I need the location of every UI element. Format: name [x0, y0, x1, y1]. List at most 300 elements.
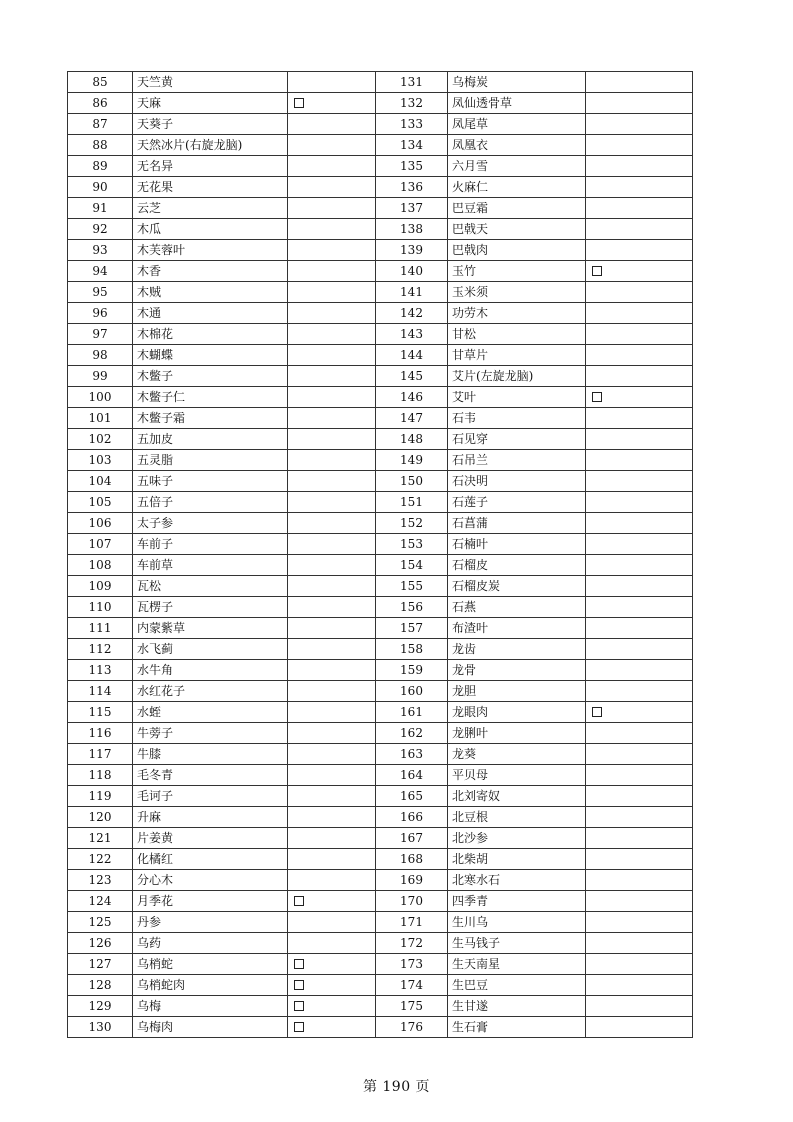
mark-cell	[586, 618, 693, 639]
item-number-cell: 125	[68, 912, 133, 933]
table-row	[68, 429, 693, 450]
checkbox-square-icon	[294, 896, 304, 906]
item-number-cell: 131	[376, 72, 448, 93]
herb-name-cell: 木芙蓉叶	[133, 240, 288, 261]
item-number-cell: 90	[68, 177, 133, 198]
item-number-cell: 155	[376, 576, 448, 597]
item-number-cell: 120	[68, 807, 133, 828]
herb-name-cell: 五加皮	[133, 429, 288, 450]
herb-name-cell: 木棉花	[133, 324, 288, 345]
item-number-cell: 152	[376, 513, 448, 534]
herb-name-cell: 生石膏	[448, 1017, 586, 1038]
mark-cell	[288, 408, 376, 429]
item-number-cell: 122	[68, 849, 133, 870]
mark-cell	[586, 639, 693, 660]
mark-cell	[586, 576, 693, 597]
item-number-cell: 173	[376, 954, 448, 975]
mark-cell	[586, 366, 693, 387]
herb-name-cell: 水红花子	[133, 681, 288, 702]
item-number-cell: 86	[68, 93, 133, 114]
herb-name-cell: 乌梢蛇	[133, 954, 288, 975]
mark-cell	[586, 954, 693, 975]
table-row	[68, 765, 693, 786]
table-row	[68, 282, 693, 303]
herb-name-cell: 木香	[133, 261, 288, 282]
mark-cell	[586, 681, 693, 702]
item-number-cell: 169	[376, 870, 448, 891]
table-row	[68, 618, 693, 639]
herb-name-cell: 龙胆	[448, 681, 586, 702]
mark-cell	[586, 387, 693, 408]
mark-cell	[288, 345, 376, 366]
herb-name-cell: 艾片(左旋龙脑)	[448, 366, 586, 387]
mark-cell	[586, 828, 693, 849]
table-row	[68, 408, 693, 429]
checkbox-square-icon	[294, 1022, 304, 1032]
herb-name-cell: 木瓜	[133, 219, 288, 240]
herb-list-body	[68, 72, 693, 1038]
item-number-cell: 160	[376, 681, 448, 702]
item-number-cell: 151	[376, 492, 448, 513]
herb-name-cell: 火麻仁	[448, 177, 586, 198]
item-number-cell: 139	[376, 240, 448, 261]
table-row	[68, 891, 693, 912]
mark-cell	[586, 555, 693, 576]
table-row	[68, 849, 693, 870]
item-number-cell: 162	[376, 723, 448, 744]
mark-cell	[586, 744, 693, 765]
table-row	[68, 240, 693, 261]
mark-cell	[586, 303, 693, 324]
item-number-cell: 136	[376, 177, 448, 198]
mark-cell	[586, 597, 693, 618]
herb-name-cell: 片姜黄	[133, 828, 288, 849]
mark-cell	[586, 471, 693, 492]
item-number-cell: 96	[68, 303, 133, 324]
table-row	[68, 114, 693, 135]
mark-cell	[586, 345, 693, 366]
herb-name-cell: 月季花	[133, 891, 288, 912]
herb-name-cell: 布渣叶	[448, 618, 586, 639]
mark-cell	[288, 156, 376, 177]
herb-name-cell: 石韦	[448, 408, 586, 429]
table-row	[68, 345, 693, 366]
table-row	[68, 555, 693, 576]
herb-name-cell: 无名异	[133, 156, 288, 177]
table-row	[68, 135, 693, 156]
mark-cell	[288, 513, 376, 534]
mark-cell	[288, 177, 376, 198]
item-number-cell: 111	[68, 618, 133, 639]
herb-name-cell: 太子参	[133, 513, 288, 534]
item-number-cell: 135	[376, 156, 448, 177]
mark-cell	[288, 723, 376, 744]
herb-name-cell: 云芝	[133, 198, 288, 219]
herb-name-cell: 水牛角	[133, 660, 288, 681]
mark-cell	[288, 219, 376, 240]
mark-cell	[288, 870, 376, 891]
item-number-cell: 134	[376, 135, 448, 156]
item-number-cell: 121	[68, 828, 133, 849]
herb-name-cell: 毛冬青	[133, 765, 288, 786]
item-number-cell: 163	[376, 744, 448, 765]
herb-name-cell: 木贼	[133, 282, 288, 303]
herb-name-cell: 石楠叶	[448, 534, 586, 555]
mark-cell	[586, 93, 693, 114]
table-row	[68, 933, 693, 954]
checkbox-square-icon	[592, 707, 602, 717]
table-row	[68, 261, 693, 282]
mark-cell	[288, 744, 376, 765]
mark-cell	[586, 891, 693, 912]
mark-cell	[586, 723, 693, 744]
mark-cell	[288, 534, 376, 555]
herb-name-cell: 石榴皮炭	[448, 576, 586, 597]
mark-cell	[288, 135, 376, 156]
item-number-cell: 159	[376, 660, 448, 681]
item-number-cell: 114	[68, 681, 133, 702]
item-number-cell: 123	[68, 870, 133, 891]
item-number-cell: 108	[68, 555, 133, 576]
mark-cell	[288, 366, 376, 387]
item-number-cell: 94	[68, 261, 133, 282]
item-number-cell: 109	[68, 576, 133, 597]
herb-name-cell: 凤仙透骨草	[448, 93, 586, 114]
herb-name-cell: 北柴胡	[448, 849, 586, 870]
mark-cell	[586, 450, 693, 471]
item-number-cell: 174	[376, 975, 448, 996]
mark-cell	[288, 1017, 376, 1038]
herb-name-cell: 龙骨	[448, 660, 586, 681]
herb-name-cell: 功劳木	[448, 303, 586, 324]
item-number-cell: 113	[68, 660, 133, 681]
item-number-cell: 148	[376, 429, 448, 450]
item-number-cell: 129	[68, 996, 133, 1017]
herb-name-cell: 石燕	[448, 597, 586, 618]
table-row	[68, 366, 693, 387]
table-row	[68, 744, 693, 765]
item-number-cell: 150	[376, 471, 448, 492]
herb-name-cell: 天然冰片(右旋龙脑)	[133, 135, 288, 156]
mark-cell	[586, 135, 693, 156]
item-number-cell: 119	[68, 786, 133, 807]
herb-name-cell: 生天南星	[448, 954, 586, 975]
herb-name-cell: 北寒水石	[448, 870, 586, 891]
mark-cell	[288, 681, 376, 702]
mark-cell	[288, 492, 376, 513]
checkbox-square-icon	[294, 959, 304, 969]
item-number-cell: 165	[376, 786, 448, 807]
herb-name-cell: 龙眼肉	[448, 702, 586, 723]
herb-name-cell: 甘草片	[448, 345, 586, 366]
item-number-cell: 118	[68, 765, 133, 786]
mark-cell	[586, 702, 693, 723]
mark-cell	[288, 471, 376, 492]
herb-name-cell: 石决明	[448, 471, 586, 492]
mark-cell	[288, 912, 376, 933]
table-row	[68, 576, 693, 597]
item-number-cell: 95	[68, 282, 133, 303]
item-number-cell: 102	[68, 429, 133, 450]
herb-name-cell: 木鳖子霜	[133, 408, 288, 429]
mark-cell	[288, 261, 376, 282]
mark-cell	[586, 408, 693, 429]
mark-cell	[288, 324, 376, 345]
item-number-cell: 147	[376, 408, 448, 429]
herb-name-cell: 木鳖子仁	[133, 387, 288, 408]
table-row	[68, 870, 693, 891]
mark-cell	[288, 786, 376, 807]
item-number-cell: 142	[376, 303, 448, 324]
checkbox-square-icon	[294, 1001, 304, 1011]
mark-cell	[288, 849, 376, 870]
herb-name-cell: 生巴豆	[448, 975, 586, 996]
herb-name-cell: 牛蒡子	[133, 723, 288, 744]
item-number-cell: 87	[68, 114, 133, 135]
herb-name-cell: 巴戟肉	[448, 240, 586, 261]
item-number-cell: 128	[68, 975, 133, 996]
herb-name-cell: 车前草	[133, 555, 288, 576]
herb-name-cell: 车前子	[133, 534, 288, 555]
mark-cell	[586, 870, 693, 891]
table-row	[68, 1017, 693, 1038]
mark-cell	[288, 891, 376, 912]
item-number-cell: 89	[68, 156, 133, 177]
item-number-cell: 154	[376, 555, 448, 576]
herb-name-cell: 天竺黄	[133, 72, 288, 93]
herb-name-cell: 平贝母	[448, 765, 586, 786]
herb-name-cell: 甘松	[448, 324, 586, 345]
item-number-cell: 172	[376, 933, 448, 954]
mark-cell	[288, 954, 376, 975]
herb-name-cell: 艾叶	[448, 387, 586, 408]
item-number-cell: 175	[376, 996, 448, 1017]
table-row	[68, 975, 693, 996]
herb-name-cell: 水飞蓟	[133, 639, 288, 660]
table-row	[68, 912, 693, 933]
item-number-cell: 140	[376, 261, 448, 282]
table-row	[68, 513, 693, 534]
table-row	[68, 492, 693, 513]
item-number-cell: 115	[68, 702, 133, 723]
herb-name-cell: 瓦楞子	[133, 597, 288, 618]
herb-name-cell: 生川乌	[448, 912, 586, 933]
herb-name-cell: 五倍子	[133, 492, 288, 513]
mark-cell	[288, 555, 376, 576]
table-row	[68, 324, 693, 345]
mark-cell	[586, 1017, 693, 1038]
herb-list-table	[67, 71, 693, 1038]
checkbox-square-icon	[592, 392, 602, 402]
table-row	[68, 639, 693, 660]
mark-cell	[586, 660, 693, 681]
herb-name-cell: 水蛭	[133, 702, 288, 723]
herb-name-cell: 石莲子	[448, 492, 586, 513]
table-row	[68, 681, 693, 702]
mark-cell	[586, 975, 693, 996]
item-number-cell: 166	[376, 807, 448, 828]
item-number-cell: 176	[376, 1017, 448, 1038]
herb-name-cell: 无花果	[133, 177, 288, 198]
item-number-cell: 92	[68, 219, 133, 240]
mark-cell	[586, 198, 693, 219]
item-number-cell: 153	[376, 534, 448, 555]
herb-name-cell: 丹参	[133, 912, 288, 933]
table-row	[68, 597, 693, 618]
herb-name-cell: 龙葵	[448, 744, 586, 765]
item-number-cell: 171	[376, 912, 448, 933]
herb-name-cell: 木鳖子	[133, 366, 288, 387]
table-row	[68, 219, 693, 240]
item-number-cell: 112	[68, 639, 133, 660]
mark-cell	[288, 996, 376, 1017]
herb-name-cell: 生甘遂	[448, 996, 586, 1017]
item-number-cell: 158	[376, 639, 448, 660]
table-row	[68, 660, 693, 681]
item-number-cell: 98	[68, 345, 133, 366]
herb-name-cell: 木蝴蝶	[133, 345, 288, 366]
herb-name-cell: 内蒙紫草	[133, 618, 288, 639]
mark-cell	[288, 702, 376, 723]
table-row	[68, 807, 693, 828]
herb-name-cell: 毛诃子	[133, 786, 288, 807]
item-number-cell: 101	[68, 408, 133, 429]
item-number-cell: 141	[376, 282, 448, 303]
table-row	[68, 450, 693, 471]
mark-cell	[586, 72, 693, 93]
mark-cell	[586, 933, 693, 954]
herb-name-cell: 玉竹	[448, 261, 586, 282]
item-number-cell: 164	[376, 765, 448, 786]
table-row	[68, 996, 693, 1017]
item-number-cell: 161	[376, 702, 448, 723]
herb-name-cell: 牛膝	[133, 744, 288, 765]
table-row	[68, 702, 693, 723]
item-number-cell: 137	[376, 198, 448, 219]
mark-cell	[288, 618, 376, 639]
herb-name-cell: 天葵子	[133, 114, 288, 135]
herb-name-cell: 巴戟天	[448, 219, 586, 240]
mark-cell	[288, 660, 376, 681]
herb-name-cell: 乌药	[133, 933, 288, 954]
item-number-cell: 144	[376, 345, 448, 366]
mark-cell	[586, 219, 693, 240]
mark-cell	[288, 933, 376, 954]
table-row	[68, 303, 693, 324]
herb-name-cell: 玉米须	[448, 282, 586, 303]
item-number-cell: 170	[376, 891, 448, 912]
item-number-cell: 107	[68, 534, 133, 555]
herb-name-cell: 北豆根	[448, 807, 586, 828]
table-row	[68, 156, 693, 177]
item-number-cell: 110	[68, 597, 133, 618]
herb-name-cell: 瓦松	[133, 576, 288, 597]
table-row	[68, 954, 693, 975]
mark-cell	[288, 387, 376, 408]
table-row	[68, 786, 693, 807]
herb-name-cell: 石见穿	[448, 429, 586, 450]
item-number-cell: 138	[376, 219, 448, 240]
item-number-cell: 93	[68, 240, 133, 261]
herb-name-cell: 凤尾草	[448, 114, 586, 135]
item-number-cell: 143	[376, 324, 448, 345]
table-row	[68, 93, 693, 114]
item-number-cell: 157	[376, 618, 448, 639]
item-number-cell: 168	[376, 849, 448, 870]
mark-cell	[288, 114, 376, 135]
mark-cell	[586, 429, 693, 450]
herb-name-cell: 分心木	[133, 870, 288, 891]
herb-name-cell: 乌梢蛇肉	[133, 975, 288, 996]
item-number-cell: 127	[68, 954, 133, 975]
table-row	[68, 72, 693, 93]
mark-cell	[586, 114, 693, 135]
mark-cell	[586, 996, 693, 1017]
item-number-cell: 105	[68, 492, 133, 513]
item-number-cell: 85	[68, 72, 133, 93]
mark-cell	[288, 576, 376, 597]
item-number-cell: 88	[68, 135, 133, 156]
table-row	[68, 723, 693, 744]
table-row	[68, 387, 693, 408]
page-number: 第 190 页	[362, 1079, 431, 1095]
herb-name-cell: 石榴皮	[448, 555, 586, 576]
mark-cell	[586, 261, 693, 282]
mark-cell	[586, 513, 693, 534]
table-row	[68, 828, 693, 849]
mark-cell	[288, 93, 376, 114]
herb-name-cell: 四季青	[448, 891, 586, 912]
table-row	[68, 198, 693, 219]
mark-cell	[288, 303, 376, 324]
item-number-cell: 132	[376, 93, 448, 114]
herb-name-cell: 生马钱子	[448, 933, 586, 954]
mark-cell	[586, 765, 693, 786]
mark-cell	[586, 849, 693, 870]
mark-cell	[586, 240, 693, 261]
mark-cell	[288, 450, 376, 471]
herb-name-cell: 北沙参	[448, 828, 586, 849]
mark-cell	[288, 429, 376, 450]
herb-name-cell: 龙齿	[448, 639, 586, 660]
mark-cell	[586, 282, 693, 303]
herb-name-cell: 化橘红	[133, 849, 288, 870]
item-number-cell: 126	[68, 933, 133, 954]
checkbox-square-icon	[592, 266, 602, 276]
mark-cell	[288, 597, 376, 618]
mark-cell	[288, 72, 376, 93]
item-number-cell: 116	[68, 723, 133, 744]
item-number-cell: 103	[68, 450, 133, 471]
checkbox-square-icon	[294, 98, 304, 108]
herb-name-cell: 乌梅炭	[448, 72, 586, 93]
mark-cell	[586, 534, 693, 555]
herb-name-cell: 凤凰衣	[448, 135, 586, 156]
mark-cell	[288, 282, 376, 303]
mark-cell	[586, 492, 693, 513]
item-number-cell: 145	[376, 366, 448, 387]
herb-name-cell: 北刘寄奴	[448, 786, 586, 807]
herb-name-cell: 六月雪	[448, 156, 586, 177]
mark-cell	[586, 177, 693, 198]
herb-name-cell: 木通	[133, 303, 288, 324]
item-number-cell: 130	[68, 1017, 133, 1038]
item-number-cell: 100	[68, 387, 133, 408]
item-number-cell: 104	[68, 471, 133, 492]
item-number-cell: 167	[376, 828, 448, 849]
mark-cell	[288, 240, 376, 261]
mark-cell	[288, 765, 376, 786]
